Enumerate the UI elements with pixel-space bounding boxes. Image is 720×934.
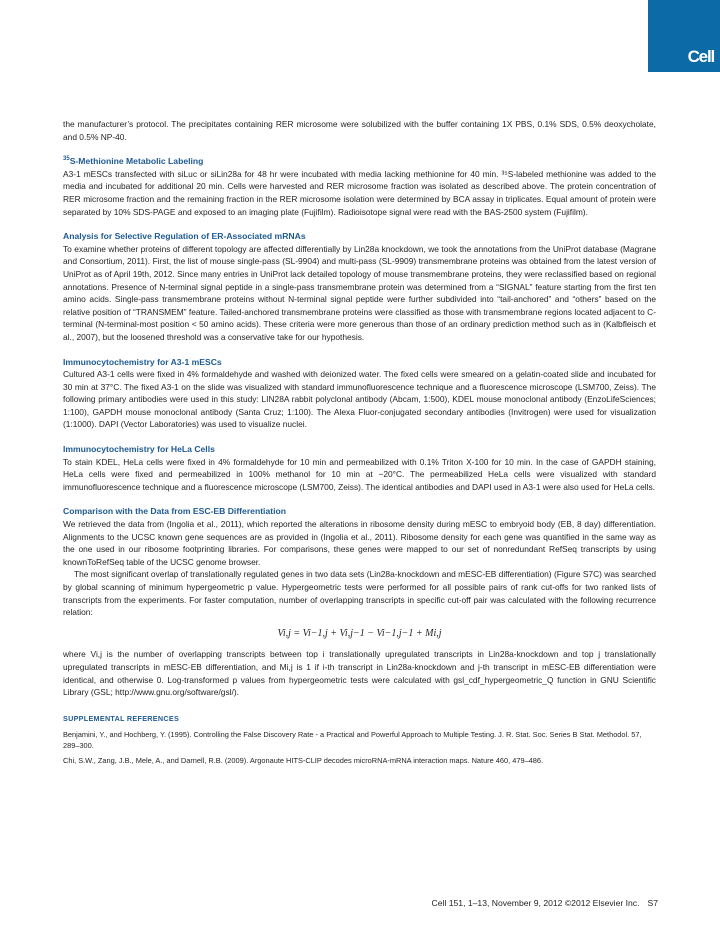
recurrence-equation: Vi,j = Vi−1,j + Vi,j−1 − Vi−1,j−1 + Mi,j <box>277 627 442 639</box>
reference-item: Benjamini, Y., and Hochberg, Y. (1995). Controlling the False Discovery Rate - a Practical and Powerful Approach to Multiple Testing. J. R. Stat. Soc. Series B Stat. Methodol. 57, 289–300. <box>63 730 642 751</box>
article-body <box>63 118 656 770</box>
paragraph-after-equation: where Vi,j is the number of overlapping transcripts between top i translationally upregulated transcripts in Lin28a-knockdown and top j translationally upregulated transcripts in mESC-EB differentiation, and Mi,j is 1 if i-th transcript in Lin28a-knockdown and j-th transcript in mESC-EB differentiation were identical, and otherwise 0. Log-transformed p values from hypergeometric tests were calculated with gsl_cdf_hypergeometric_Q function in GNU Scientific Library (GSL; http://www.gnu.org/software/gsl/). <box>63 649 656 698</box>
reference-item: Chi, S.W., Zang, J.B., Mele, A., and Darnell, R.B. (2009). Argonaute HITS-CLIP decodes microRNA-mRNA interaction maps. Nature 460, 479–486. <box>63 756 544 766</box>
journal-logo <box>648 0 720 72</box>
section-heading-esc-eb: Comparison with the Data from ESC-EB Differentiation <box>63 506 286 517</box>
section-heading-metabolic-labeling: $^{35}$S-Methionine Metabolic Labeling <box>63 156 204 167</box>
paragraph-icc-hela: To stain KDEL, HeLa cells were fixed in 4% formaldehyde for 10 min and permeabilized with 0.1% Triton X-100 for 10 min. In the case of GAPDH staining, HeLa cells were fixed and permeabilized in 100% methanol for 10 min at −20°C. The permeabilized HeLa cells were visualized with standard immunofluorescence technique and a fluorescence microscope (LSM700, Zeiss). The identical antibodies and DAPI used in A3-1 were also used for HeLa cells. <box>63 456 656 492</box>
heading-superscript: 35 <box>63 156 70 163</box>
journal-logo-text: Cell <box>687 47 714 66</box>
paragraph-esc-eb-1: We retrieved the data from (Ingolia et al., 2011), which reported the alterations in ribosome density during mESC to embryoid body (EB, 8 day) differentiation. Alignments to the UCSC known gene sequences are as provided in (Ingolia et al., 2011). Ribosome density for each gene was quantified in the same way as the one used in our ribosome footprinting libraries. For comparisons, these genes were mapped to our set of nonredundant RefSeq transcripts by using knownToRefSeq table of the UCSC genome browser. <box>63 519 656 567</box>
paragraph-selective-regulation: To examine whether proteins of different topology are affected differentially by Lin28a knockdown, we took the annotations from the UniProt database (Magrane and Consortium, 2011). First, the list of mouse single-pass (SL-9904) and multi-pass (SL-9909) transmembrane proteins was obtained from the latest version of UniProt as of April 19th, 2012. Since many entries in UniProt lack detailed topology of mouse transmembrane proteins, they were reclassified based on regional annotations. Presence of N-terminal signal peptide in a single-pass transmembrane protein was determined from a “SIGNAL” feature starting from the first ten amino acids. Single-pass transmembrane proteins without N-terminal signal peptide were further subdivided into “tail-anchored” and “others” based on the relative position of “TRANSMEM” feature. Tailed-anchored transmembrane proteins were classified as those with transmembrane regions located adjacent to C-terminal (N-terminal-most position < 50 amino acids). These criteria were more generous than those of an ordinary prediction method such as in (Kalbfleisch et al., 2007), but the loosened threshold was a conservative take for our hypothesis. <box>63 243 656 342</box>
page-number: S7 <box>647 898 658 908</box>
page-footer <box>432 898 658 908</box>
supplemental-references-heading: SUPPLEMENTAL REFERENCES <box>63 713 180 723</box>
references-list <box>63 729 656 766</box>
section-heading-icc-hela: Immunocytochemistry for HeLa Cells <box>63 444 215 455</box>
paragraph-metabolic-labeling: A3-1 mESCs transfected with siLuc or siLin28a for 48 hr were incubated with media lacking methionine for 40 min. ³⁵S-labeled methionine was added to the media and incubated for additional 20 min. Cells were harvested and RER microsome fraction was isolated as described above. The protein concentration of RER microsome fraction and the remaining fraction in the RER microsome isolation were determined by BCA assay in triplicates. Equal amount of protein were separated by 10% SDS-PAGE and exposed to an imaging plate (Fujifilm). Radioisotope signal were read with the BAS-2500 system (Fujifilm). <box>63 168 656 217</box>
footer-citation: Cell 151, 1–13, November 9, 2012 ©2012 Elsevier Inc. <box>431 898 640 908</box>
section-heading-icc-a3-1: Immunocytochemistry for A3-1 mESCs <box>63 356 222 367</box>
paragraph-esc-eb-2: The most significant overlap of translationally regulated genes in two data sets (Lin28a-knockdown and mESC-EB differentiation) (Figure S7C) was searched by global scanning of minimum hypergeometric p value. Hypergeometric tests were performed for all possible pairs of rank cut-offs for two ranked lists of transcripts from the experiments. For faster computation, number of overlapping transcripts in specific cut-off pair was calculated with the following recurrence relation: <box>63 569 656 618</box>
section-heading-selective-regulation: Analysis for Selective Regulation of ER-Associated mRNAs <box>63 231 306 242</box>
intro-paragraph: the manufacturer’s protocol. The precipitates containing RER microsome were solubilized with the buffer containing 1X PBS, 0.1% SDS, 0.5% deoxycholate, and 0.5% NP-40. <box>63 119 656 142</box>
paragraph-icc-a3-1: Cultured A3-1 cells were fixed in 4% formaldehyde and washed with deionized water. The fixed cells were smeared on a gelatin-coated slide and incubated for 30 min at 37°C. The fixed A3-1 on the slide was visualized with standard immunofluorescence technique and a fluorescence microscope (LSM700, Zeiss). The following primary antibodies were used in this study: LIN28A rabbit polyclonal antibody (Abcam, 1:500), KDEL mouse monoclonal antibody (EnzoLifeSciences; 1:100), GAPDH mouse monoclonal antibody (Santa Cruz; 1:100). The Alexa Fluor-conjugated secondary antibodies (Invitrogen) were used for visualization (1:1000). DAPI (Vector Laboratories) was used to visualize nuclei. <box>63 369 656 430</box>
